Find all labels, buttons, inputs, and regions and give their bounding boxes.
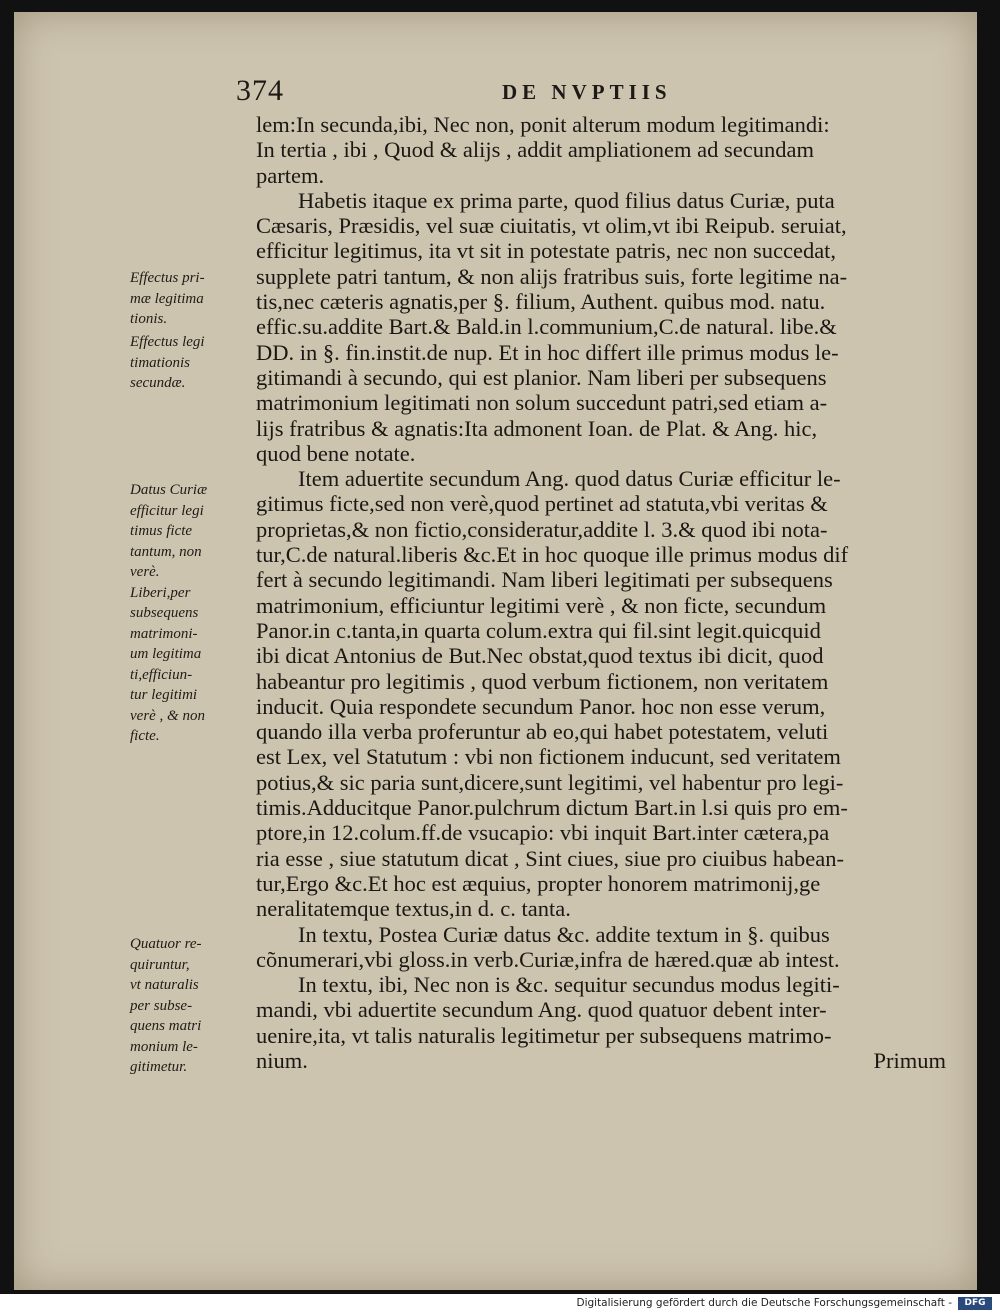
margin-note-line: secundæ.	[130, 375, 186, 391]
margin-note-1	[130, 268, 270, 330]
text-line: potius,& sic paria sunt,dicere,sunt legitimi, vel habentur pro legi-	[256, 769, 844, 795]
text-line: neralitatemque textus,in d. c. tanta.	[256, 896, 571, 922]
margin-note-line: vt naturalis	[130, 977, 199, 993]
margin-note-line: Effectus pri-	[130, 270, 205, 286]
margin-note-line: timus ficte	[130, 523, 193, 539]
page-number: 374	[236, 74, 284, 107]
margin-note-line: Effectus legi	[130, 334, 205, 350]
text-line: efficitur legitimus, ita vt sit in potestate patris, nec non succedat,	[256, 238, 837, 264]
margin-note-line: timationis	[130, 354, 191, 371]
catchword: Primum	[873, 1047, 946, 1073]
footer-bar	[0, 1294, 1000, 1314]
margin-note-line: matrimoni-	[130, 625, 198, 642]
text-line: ptore,in 12.colum.ff.de vsucapio: vbi inquit Bart.inter cætera,pa	[256, 820, 830, 846]
margin-note-line: quens matri	[130, 1018, 202, 1034]
margin-note-line: efficitur legi	[130, 502, 204, 519]
margin-note-line: ti,efficiun-	[130, 666, 193, 683]
margin-note-line: tionis.	[130, 311, 168, 327]
margin-note-2	[130, 332, 270, 394]
text-line: Item aduertite secundum Ang. quod datus Curiæ efficitur le-	[298, 466, 841, 492]
text-line: In tertia , ibi , Quod & alijs , addit ampliationem ad secundam	[256, 137, 814, 163]
margin-note-line: tantum, non	[130, 543, 202, 560]
margin-note-line: gitimetur.	[130, 1059, 188, 1075]
margin-note-line: verè.	[130, 564, 160, 580]
text-line: supplete patri tantum, & non alijs fratribus suis, forte legitime na-	[256, 263, 848, 289]
margin-note-line: monium le-	[130, 1038, 198, 1055]
margin-note-line: per subse-	[130, 997, 193, 1014]
text-line: matrimonium, efficiuntur legitimi verè , & non ficte, secundum	[256, 592, 827, 618]
text-line: ria esse , siue statutum dicat , Sint ciues, siue pro ciuibus habean-	[256, 845, 844, 871]
margin-note-4	[130, 934, 270, 1078]
text-line: tur,Ergo &c.Et hoc est æquius, propter honorem matrimonij,ge	[256, 870, 821, 896]
funding-notice: Digitalisierung gefördert durch die Deutsche Forschungsgemeinschaft -	[576, 1297, 952, 1309]
text-line: effic.su.addite Bart.& Bald.in l.communium,C.de natural. libe.&	[256, 314, 837, 340]
text-line: lijs fratribus & agnatis:Ita admonent Ioan. de Plat. & Ang. hic,	[256, 415, 818, 441]
margin-note-line: subsequens	[130, 605, 199, 621]
margin-note-line: ficte.	[130, 728, 160, 744]
text-line: gitimus ficte,sed non verè,quod pertinet ad statuta,vbi veritas &	[256, 491, 828, 517]
margin-note-line: Liberi,per	[130, 584, 191, 601]
margin-note-line: Datus Curiæ	[130, 482, 208, 498]
margin-note-line: mæ legitima	[130, 290, 204, 307]
margin-note-line: Quatuor re-	[130, 936, 202, 952]
page-header	[236, 74, 936, 114]
text-line: In textu, Postea Curiæ datus &c. addite textum in §. quibus	[298, 921, 830, 947]
text-line: In textu, ibi, Nec non is &c. sequitur secundus modus legiti-	[298, 972, 840, 998]
text-line: est Lex, vel Statutum : vbi non fictionem inducunt, sed veritatem	[256, 744, 841, 770]
margin-note-line: tur legitimi	[130, 687, 198, 703]
text-line: Panor.in c.tanta,in quarta colum.extra qui fil.sint legit.quicquid	[256, 617, 821, 643]
margin-note-3	[130, 480, 270, 747]
text-line: lem:In secunda,ibi, Nec non, ponit alterum modum legitimandi:	[256, 112, 830, 137]
text-line: mandi, vbi aduertite secundum Ang. quod quatuor debent inter-	[256, 997, 827, 1023]
text-line: quod bene notate.	[256, 440, 416, 466]
text-line: Habetis itaque ex prima parte, quod filius datus Curiæ, puta	[298, 187, 835, 213]
text-line: quando illa verba proferuntur ab eo,qui habet potestatem, veluti	[256, 719, 829, 745]
text-line: partem.	[256, 162, 325, 188]
text-line: tur,C.de natural.liberis &c.Et in hoc quoque ille primus modus dif	[256, 542, 849, 568]
text-line: proprietas,& non fictio,consideratur,addite l. 3.& quod ibi nota-	[256, 516, 828, 542]
text-line: gitimandi à secundo, qui est planior. Nam liberi per subsequens	[256, 364, 827, 390]
text-line: cõnumerari,vbi gloss.in verb.Curiæ,infra de hæred.quæ ab intest.	[256, 946, 840, 972]
dfg-logo: DFG	[958, 1297, 992, 1310]
margin-note-line: quiruntur,	[130, 956, 190, 973]
text-line: tis,nec cæteris agnatis,per §. filium, Authent. quibus mod. natu.	[256, 289, 826, 315]
text-line: DD. in §. fin.instit.de nup. Et in hoc differt ille primus modus le-	[256, 339, 839, 365]
running-head: DE NVPTIIS	[502, 80, 672, 104]
text-line: inducit. Quia respondete secundum Panor. hoc non esse verum,	[256, 693, 826, 719]
text-line: Cæsaris, Præsidis, vel suæ ciuitatis, vt olim,vt ibi Reipub. seruiat,	[256, 213, 847, 239]
book-page	[14, 12, 977, 1290]
text-line: timis.Adducitque Panor.pulchrum dictum Bart.in l.si quis pro em-	[256, 795, 848, 821]
margin-note-line: verè , & non	[130, 707, 205, 724]
text-line: ibi dicat Antonius de But.Nec obstat,quod textus ibi dicit, quod	[256, 643, 824, 669]
text-line: uenire,ita, vt talis naturalis legitimetur per subsequens matrimo-	[256, 1022, 832, 1048]
text-line: fert à secundo legitimandi. Nam liberi legitimati per subsequens	[256, 567, 833, 593]
text-line: nium.	[256, 1047, 308, 1073]
main-text-block	[256, 112, 946, 1073]
margin-note-line: um legitima	[130, 646, 202, 662]
text-line: habeantur pro legitimis , quod verbum fictionem, non veritatem	[256, 668, 829, 694]
text-line: matrimonium legitimati non solum succedunt patri,sed etiam a-	[256, 390, 828, 416]
